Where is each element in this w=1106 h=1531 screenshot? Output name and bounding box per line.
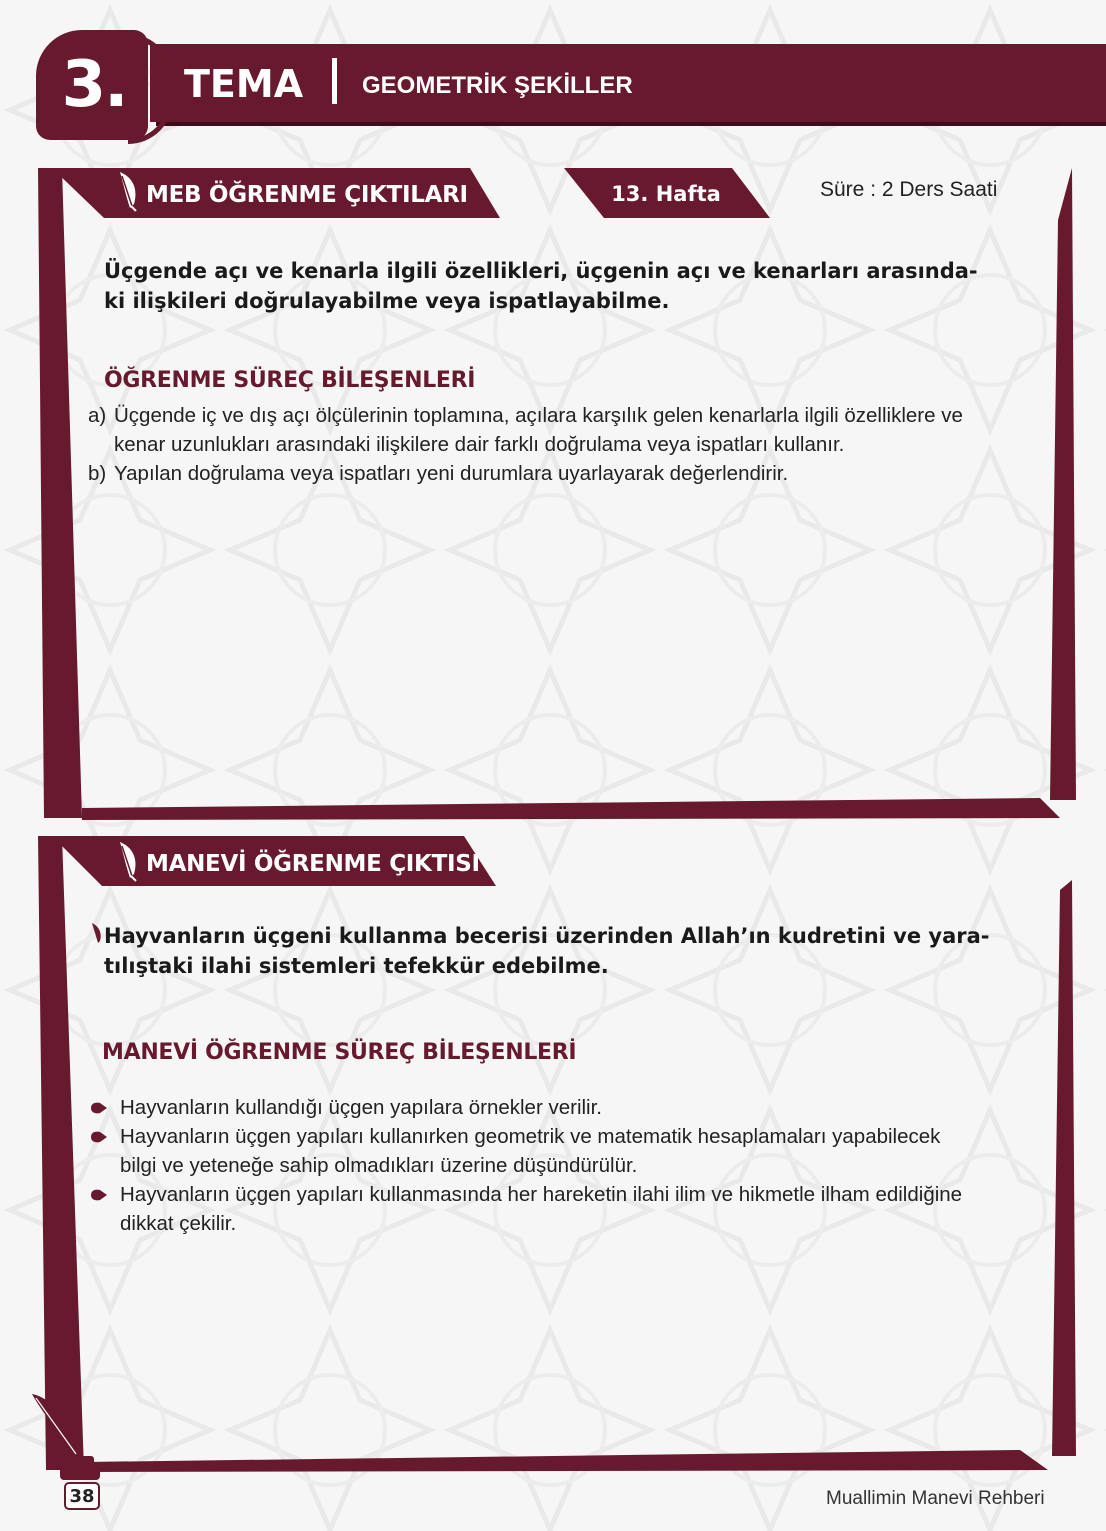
theme-number: 3. (61, 48, 127, 122)
manevi-outcome-tab-label: MANEVİ ÖĞRENME ÇIKTISI (146, 851, 480, 877)
item-line: Hayvanların üçgen yapıları kullanmasında her hareketin ilahi ilim ve hikmetle ilham edildiğine (120, 1183, 963, 1206)
process-components-heading: ÖĞRENME SÜREÇ BİLEŞENLERİ (104, 368, 476, 393)
list-item (88, 401, 1048, 459)
goal-line: ki ilişkileri doğrulayabilme veya ispatlayabilme. (104, 289, 670, 313)
theme-subject: GEOMETRİK ŞEKİLLER (362, 72, 633, 99)
process-components-list (88, 401, 1048, 488)
item-line: kenar uzunlukları arasındaki ilişkilere dair farklı doğrulama veya ispatları kullanır. (114, 433, 845, 456)
item-line: dikkat çekilir. (120, 1212, 237, 1235)
item-marker: a) (88, 404, 107, 427)
inkwell-quill-icon (26, 1390, 106, 1486)
meb-outcome-goal (104, 256, 1034, 316)
bullet-arrow-icon (90, 1130, 108, 1144)
item-line: Hayvanların üçgen yapıları kullanırken geometrik ve matematik hesaplamaları yapabilecek (120, 1125, 941, 1148)
list-item (90, 1122, 1040, 1180)
bullet-arrow-icon (90, 1101, 108, 1115)
quill-icon (116, 170, 142, 212)
quill-icon (90, 922, 104, 944)
goal-line: Üçgende açı ve kenarla ilgili özellikleri, üçgenin açı ve kenarları arasında- (104, 259, 978, 283)
item-line: bilgi ve yeteneğe sahip olmadıkları üzerine düşündürülür. (120, 1154, 638, 1177)
duration-label: Süre : 2 Ders Saati (820, 178, 998, 201)
item-line: Üçgende iç ve dış açı ölçülerinin toplamına, açılara karşılık gelen kenarlarla ilgili özelliklere ve (114, 404, 963, 427)
manevi-outcome-goal (104, 921, 1034, 981)
quill-icon (116, 840, 142, 882)
item-line: Hayvanların kullandığı üçgen yapılara örnekler verilir. (120, 1096, 603, 1119)
manevi-process-list (90, 1093, 1040, 1238)
goal-line: Hayvanların üçgeni kullanma becerisi üzerinden Allah’ın kudretini ve yara- (104, 924, 990, 948)
list-item (90, 1180, 1040, 1238)
manevi-process-heading: MANEVİ ÖĞRENME SÜREÇ BİLEŞENLERİ (102, 1040, 577, 1065)
book-title: Muallimin Manevi Rehberi (826, 1488, 1045, 1509)
theme-label: TEMA (184, 62, 304, 106)
goal-line: tılıştaki ilahi sistemleri tefekkür edebilme. (104, 954, 609, 978)
bullet-arrow-icon (90, 1188, 108, 1202)
item-line: Yapılan doğrulama veya ispatları yeni durumlara uyarlayarak değerlendirir. (114, 462, 789, 485)
list-item (88, 459, 1048, 488)
meb-outcomes-tab-label: MEB ÖĞRENME ÇIKTILARI (146, 182, 468, 208)
page-number: 38 (64, 1482, 100, 1510)
list-item (90, 1093, 1040, 1122)
item-marker: b) (88, 462, 107, 485)
week-label: 13. Hafta (611, 182, 721, 206)
